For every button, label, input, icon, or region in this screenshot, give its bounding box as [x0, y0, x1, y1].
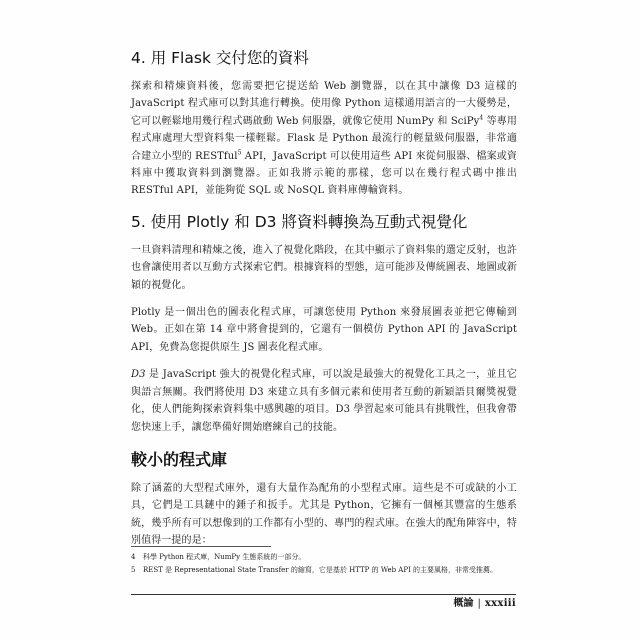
running-footer [454, 597, 516, 611]
section-heading-smaller-libraries: 較小的程式庫 [131, 449, 228, 469]
footnote-ref: 5 [237, 149, 242, 157]
paragraph-text: 等專用程式庫處理大型資料集一樣輕鬆。Flask 是 Python 最流行的輕量級伺服器，非常適合建立小型的 RESTful [131, 115, 517, 162]
section-heading-flask: 4. 用 Flask 交付您的資料 [131, 49, 309, 67]
footnote-text: 科學 Python 程式庫，NumPy 生態系統的一部分。 [143, 553, 306, 561]
footnote-number: 5 [131, 566, 136, 574]
footnote [131, 551, 517, 564]
footer-section-title: 概論 [453, 598, 474, 609]
footnote-text: REST 是 Representational State Transfer 的縮寫，它是基於 HTTP 的 Web API 的主要風格，非常受推薦。 [143, 566, 498, 574]
paragraph [131, 480, 517, 550]
footnote-ref: 4 [479, 114, 484, 122]
footer-rule [131, 594, 516, 595]
paragraph-text: 一旦資料清理和精煉之後，進入了視覺化階段，在其中顯示了資料集的選定反射，也許也會讓使用者以互動方式探索它們。根據資料的型態，這可能涉及傳統圖表、地圖或新穎的視覺化。 [131, 244, 517, 291]
paragraph [131, 78, 517, 200]
paragraph [131, 242, 517, 294]
footnote-number: 4 [131, 553, 136, 561]
paragraph-text: API，JavaScript 可以使用這些 API 來從伺服器、檔案或資料庫中獲取資料到瀏覽器。正如我將示範的那樣，您可以在幾行程式碼中推出 RESTful API，並能夠從 SQL 或 NoSQL 資料庫傳輸資料。 [131, 150, 517, 197]
paragraph [131, 366, 517, 436]
page-content [131, 48, 517, 560]
footer-separator: | [477, 598, 481, 609]
section-heading-plotly-d3: 5. 使用 Plotly 和 D3 將資料轉換為互動式視覺化 [131, 212, 468, 231]
paragraph [131, 304, 517, 356]
emphasis-text: D3 [131, 369, 146, 381]
paragraph-text: 是 JavaScript 強大的視覺化程式庫，可以說是最強大的視覺化工具之一，並且它與語言無關。我們將使用 D3 來建立具有多個元素和使用者互動的新穎語貝爾獎視覺化，使人們能夠探索資料集中感興趣的項目。D3 學習起來可能具有挑戰性，但我會帶您快速上手，讓您準備好開始磨練自己的技能。 [131, 369, 517, 433]
paragraph-text: 探索和精煉資料後，您需要把它提送給 Web 瀏覽器，以在其中讓像 D3 這樣的 JavaScript 程式庫可以對其進行轉換。使用像 Python 這樣通用語言的一大優勢是，它可以輕鬆地用幾行程式碼啟動 Web 伺服器，就像它使用 NumPy 和 SciPy [131, 81, 517, 127]
page-number: xxxiii [484, 598, 516, 609]
paragraph-text: Plotly 是一個出色的圖表化程式庫，可讓您使用 Python 來發展圖表並把它傳輸到 Web。正如在第 14 章中將會提到的，它還有一個模仿 Python API 的 JavaScript API，免費為您提供原生 JS 圖表化程式庫。 [131, 307, 517, 353]
footnote [131, 564, 517, 577]
footnotes [131, 551, 517, 577]
paragraph-text: 除了涵蓋的大型程式庫外，還有大量作為配角的小型程式庫。這些是不可或缺的小工具，它們是工具鏈中的錘子和扳手。尤其是 Python，它擁有一個極其豐富的生態系統，幾乎所有可以想像到的工作都有小型的、專門的程式庫。在強大的配角陣容中，特別值得一提的是： [131, 482, 517, 547]
footnote-divider [131, 546, 271, 547]
